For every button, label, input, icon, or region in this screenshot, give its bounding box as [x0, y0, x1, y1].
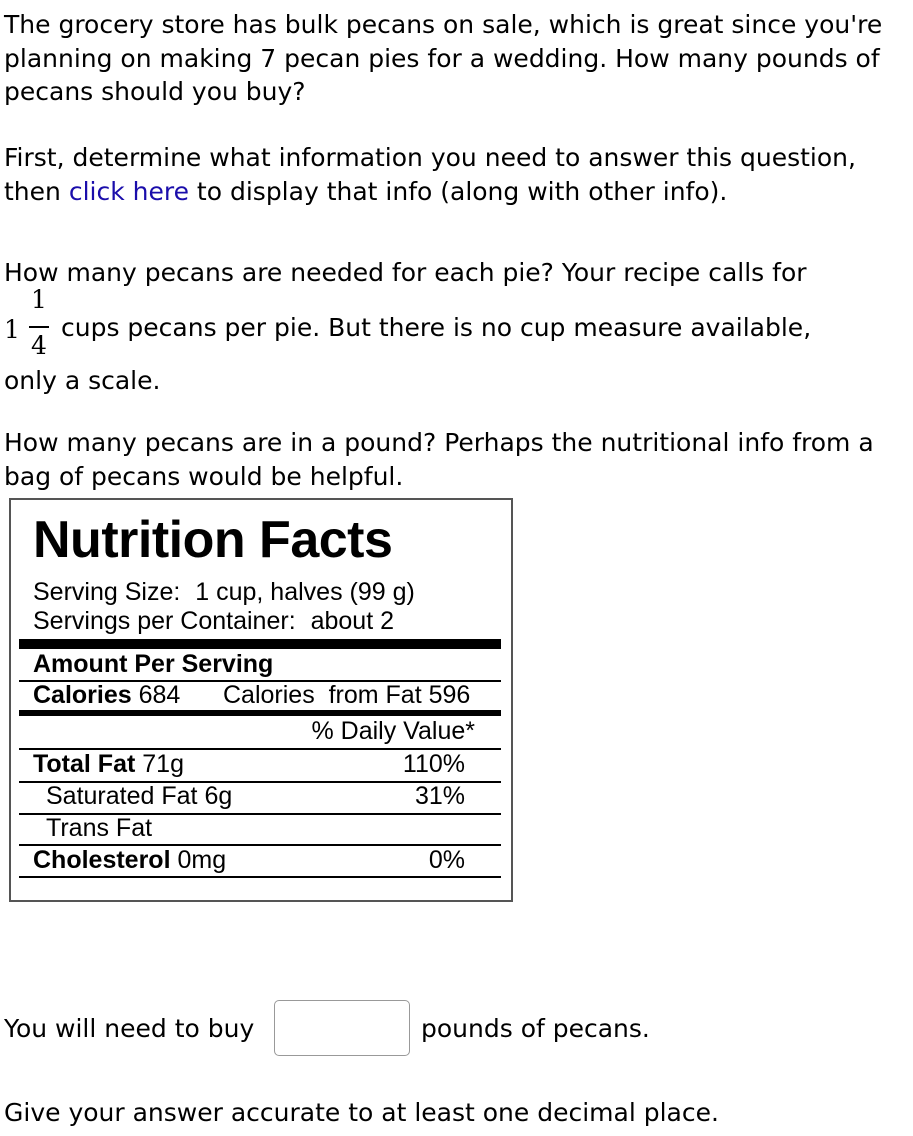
divider [19, 876, 501, 878]
trans-fat-row [46, 814, 152, 843]
total-fat-row [33, 750, 184, 779]
total-fat-label: Total Fat [33, 750, 136, 778]
thick-divider-top [19, 639, 501, 649]
pecans-per-pie-question: How many pecans are needed for each pie? Your recipe calls for [4, 258, 807, 287]
saturated-fat-value: 6g [204, 782, 233, 810]
instructions: Give your answer accurate to at least one decimal place. [4, 1098, 719, 1127]
calories-from-fat: Calories from Fat 596 [223, 681, 471, 709]
serving-size [33, 578, 415, 607]
pecans-per-pound-question: How many pecans are in a pound? Perhaps the nutritional info from a bag of pecans would be helpful. [4, 428, 874, 491]
servings-label: Servings per Container: [33, 607, 296, 635]
first-step-paragraph [4, 141, 884, 208]
calories-label: Calories [33, 681, 132, 709]
saturated-fat-pct: 31% [414, 782, 465, 810]
cholesterol-row [33, 846, 226, 875]
only-scale-text: only a scale. [4, 366, 161, 395]
daily-value-header: % Daily Value* [311, 717, 475, 745]
answer-row [4, 1000, 904, 1058]
saturated-fat-label: Saturated Fat [46, 782, 198, 810]
fraction-bar [29, 326, 49, 328]
answer-input[interactable] [274, 1000, 410, 1056]
cups-text: cups pecans per pie. But there is no cup measure available, [61, 313, 812, 342]
cholesterol-value: 0mg [177, 846, 227, 874]
fraction-numerator: 1 [31, 285, 47, 314]
answer-prefix: You will need to buy [4, 1014, 255, 1043]
serving-size-label: Serving Size: [33, 578, 181, 606]
mixed-number-whole: 1 [4, 315, 20, 344]
thick-divider-middle [19, 710, 501, 716]
click-here-link[interactable]: click here [68, 176, 189, 206]
answer-suffix: pounds of pecans. [421, 1014, 650, 1043]
servings-value: about 2 [310, 607, 395, 635]
total-fat-value: 71g [142, 750, 184, 778]
nutrition-facts-label [9, 498, 513, 902]
cholesterol-label: Cholesterol [33, 846, 171, 874]
fraction-denominator: 4 [31, 331, 47, 360]
amount-per-serving: Amount Per Serving [33, 650, 274, 678]
first-step-text-before: First, determine what information you need to answer this question, then [4, 143, 856, 206]
first-step-text-after: to display that info (along with other info). [188, 176, 728, 206]
serving-size-value: 1 cup, halves (99 g) [195, 578, 415, 606]
calories-value: 684 [138, 681, 181, 709]
cholesterol-pct: 0% [428, 846, 465, 874]
servings-per-container [33, 607, 394, 636]
question-intro: The grocery store has bulk pecans on sale, which is great since you're planning on making 7 pecan pies for a wedding. How many pounds of pecans should you buy? [4, 10, 883, 106]
nutrition-title: Nutrition Facts [33, 511, 393, 569]
calories-row [33, 681, 180, 710]
mixed-number-line [4, 285, 904, 369]
saturated-fat-row [46, 782, 232, 811]
trans-fat-label: Trans Fat [46, 814, 153, 842]
total-fat-pct: 110% [402, 750, 465, 778]
